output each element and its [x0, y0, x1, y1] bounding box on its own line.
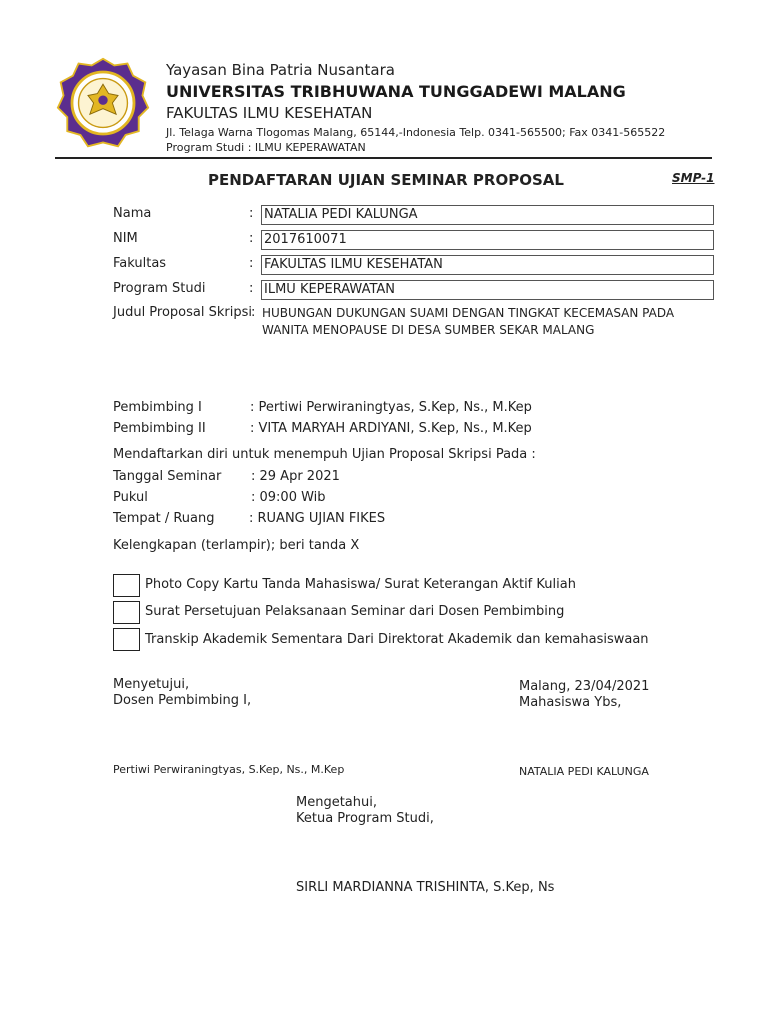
advisor1-label: Pembimbing I: [113, 400, 202, 415]
date-value: : 29 Apr 2021: [251, 469, 340, 484]
advisor2-value: : VITA MARYAH ARDIYANI, S.Kep, Ns., M.Kep: [250, 421, 532, 436]
faculty-name: FAKULTAS ILMU KESEHATAN: [166, 104, 373, 122]
know-line2: Ketua Program Studi,: [296, 811, 434, 826]
student-signature-name: NATALIA PEDI KALUNGA: [519, 765, 649, 778]
attachment-checkbox-1[interactable]: [113, 574, 140, 597]
nim-colon: :: [249, 231, 254, 246]
form-code: SMP-1: [672, 171, 715, 185]
advisor2-label: Pembimbing II: [113, 421, 206, 436]
approve-line1: Menyetujui,: [113, 677, 190, 692]
program-line: Program Studi : ILMU KEPERAWATAN: [166, 141, 366, 154]
faculty-label: Fakultas: [113, 256, 167, 271]
place-value: : RUANG UJIAN FIKES: [249, 511, 386, 526]
judul-label: Judul Proposal Skripsi: [113, 305, 252, 320]
nim-field[interactable]: 2017610071: [261, 230, 714, 250]
program-label: Program Studi: [113, 281, 206, 296]
attachment-label-1: Photo Copy Kartu Tanda Mahasiswa/ Surat Keterangan Aktif Kuliah: [145, 577, 576, 592]
name-field[interactable]: NATALIA PEDI KALUNGA: [261, 205, 714, 225]
address-line: Jl. Telaga Warna Tlogomas Malang, 65144,-Indonesia Telp. 0341-565500; Fax 0341-565522: [166, 126, 666, 139]
advisor1-value: : Pertiwi Perwiraningtyas, S.Kep, Ns., M.Kep: [250, 400, 532, 415]
university-logo-icon: [56, 56, 150, 150]
university-name: UNIVERSITAS TRIBHUWANA TUNGGADEWI MALANG: [166, 82, 626, 101]
judul-colon: :: [251, 305, 256, 320]
date-label: Tanggal Seminar: [113, 469, 222, 484]
approve-line2: Dosen Pembimbing I,: [113, 693, 252, 708]
faculty-field[interactable]: FAKULTAS ILMU KESEHATAN: [261, 255, 714, 275]
attachment-checkbox-2[interactable]: [113, 601, 140, 624]
form-title: PENDAFTARAN UJIAN SEMINAR PROPOSAL: [208, 171, 564, 189]
attachments-intro: Kelengkapan (terlampir); beri tanda X: [113, 538, 360, 553]
program-field[interactable]: ILMU KEPERAWATAN: [261, 280, 714, 300]
advisor-signature-name: Pertiwi Perwiraningtyas, S.Kep, Ns., M.Kep: [113, 763, 345, 776]
attachment-label-3: Transkip Akademik Sementara Dari Direktorat Akademik dan kemahasiswaan: [145, 632, 649, 647]
time-label: Pukul: [113, 490, 148, 505]
name-label: Nama: [113, 206, 152, 221]
nim-label: NIM: [113, 231, 138, 246]
attachment-label-2: Surat Persetujuan Pelaksanaan Seminar dari Dosen Pembimbing: [145, 604, 565, 619]
name-colon: :: [249, 206, 254, 221]
time-value: : 09:00 Wib: [251, 490, 326, 505]
know-line1: Mengetahui,: [296, 795, 377, 810]
place-date: Malang, 23/04/2021: [519, 679, 650, 694]
place-label: Tempat / Ruang: [113, 511, 215, 526]
program-colon: :: [249, 281, 254, 296]
judul-value: HUBUNGAN DUKUNGAN SUAMI DENGAN TINGKAT KECEMASAN PADA WANITA MENOPAUSE DI DESA SUMBER SEKAR MALANG: [262, 306, 675, 337]
head-signature-name: SIRLI MARDIANNA TRISHINTA, S.Kep, Ns: [296, 880, 555, 895]
student-role: Mahasiswa Ybs,: [519, 695, 622, 710]
attachment-checkbox-3[interactable]: [113, 628, 140, 651]
schedule-intro: Mendaftarkan diri untuk menempuh Ujian Proposal Skripsi Pada :: [113, 447, 536, 462]
foundation-name: Yayasan Bina Patria Nusantara: [166, 61, 395, 79]
faculty-colon: :: [249, 256, 254, 271]
header-divider: [55, 157, 712, 159]
